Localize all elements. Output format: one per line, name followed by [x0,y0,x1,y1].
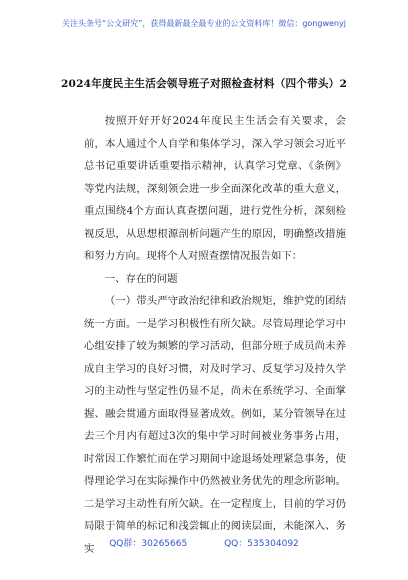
document-title: 2024年度民主生活会领导班子对照检查材料（四个带头）2 [60,78,348,90]
document-body [84,110,346,560]
section-heading: 一、存在的问题 [104,272,178,285]
body-paragraph: （一）带头严守政治纪律和政治规矩，维护党的团结统一方面。一是学习积极性有所欠缺。尽管局理论学习中心组安排了较为频繁的学习活动，但部分班子成员尚未养成自主学习的良好习惯，对及时学习、反复学习及持久学习的主动性与坚定性仍显不足，尚未在系统学习、全面掌握、融会贯通方面取得显著成效。例如，某分管领导在过去三个月内有超过3次的集中学习时间被业务事务占用，时常因工作繁忙而在学习期间中途退场处理紧急事务，使得理论学习在实际操作中仍然被业务优先的理念所影响。二是学习主动性有所欠缺。在一定程度上，目前的学习仍局限于简单的标记和浅尝辄止的阅读层面，未能深入、务实 [84,295,346,555]
footer-qq-group: QQ群：30265665 [109,539,188,549]
footer-qq: QQ：535304092 [224,539,299,549]
footer-contact [0,536,408,549]
intro-paragraph: 按照开好开好2024年度民主生活会有关要求，会前，本人通过个人自学和集体学习，深入学习领会习近平总书记重要讲话重要指示精神，认真学习党章、《条例》等党内法规，深刻领会进一步全面深化改革的重大意义，重点围绕4个方面认真查摆问题，进行党性分析，深刻检视反思，从思想根源剖析问题产生的原因，明确整改措施和努力方向。现将个人对照查摆情况报告如下： [84,115,346,262]
promo-banner: 关注头条号“公文研究”，获得最新最全最专业的公文资料库！微信：gongwenyj [62,19,346,28]
